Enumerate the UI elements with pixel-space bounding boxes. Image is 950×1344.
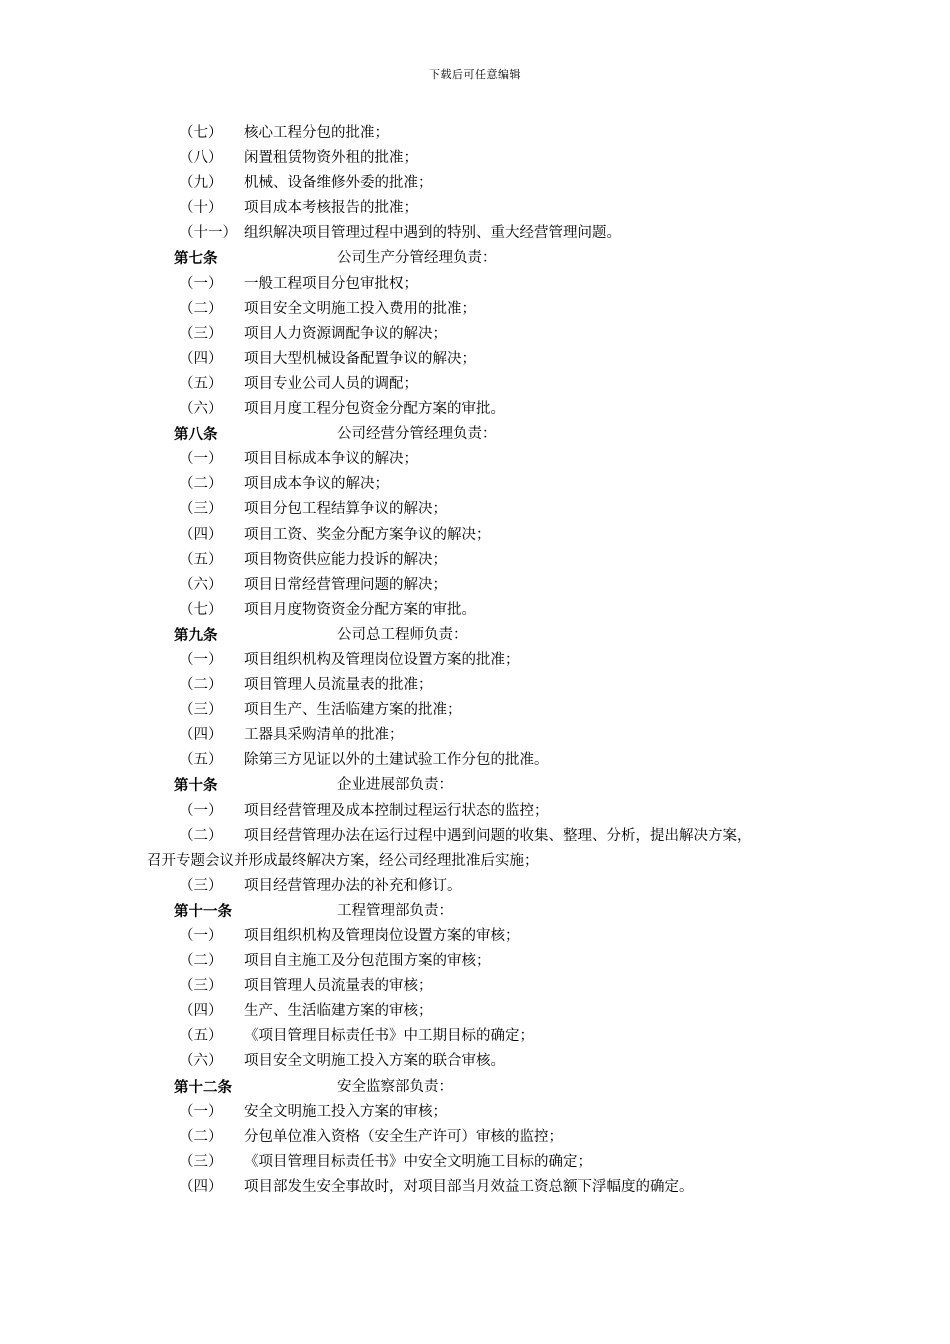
list-item <box>0 874 950 899</box>
list-item <box>0 648 950 673</box>
item-text: 项目成本争议的解决； <box>244 476 389 493</box>
item-number: （五） <box>179 752 223 769</box>
item-number: （五） <box>179 1028 223 1045</box>
item-text: 项目物资供应能力投诉的解决； <box>244 551 447 568</box>
article-heading-line <box>0 623 950 648</box>
article-number: 第七条 <box>174 250 218 268</box>
item-text: 项目经营管理办法在运行过程中遇到问题的收集、整理、分析，提出解决方案， <box>244 827 752 844</box>
item-text: 项目月度物资资金分配方案的审批。 <box>244 601 476 618</box>
item-text: 项目组织机构及管理岗位设置方案的批准； <box>244 651 520 668</box>
item-text: 项目安全文明施工投入方案的联合审核。 <box>244 1053 505 1070</box>
item-text: 生产、生活临建方案的审核； <box>244 1003 433 1020</box>
list-item <box>0 1049 950 1074</box>
item-number: （九） <box>179 175 223 192</box>
item-number: （十一） <box>179 225 237 242</box>
article-title: 公司生产分管经理负责： <box>337 250 497 267</box>
item-number: （六） <box>179 576 223 593</box>
item-text: 项目生产、生活临建方案的批准； <box>244 702 462 719</box>
article-title: 公司经营分管经理负责： <box>337 426 497 443</box>
article-title: 工程管理部负责： <box>337 902 453 919</box>
item-text: 召开专题会议并形成最终解决方案，经公司经理批准后实施； <box>147 852 539 869</box>
item-text: 项目安全文明施工投入费用的批准； <box>244 300 476 317</box>
list-item <box>0 1100 950 1125</box>
item-text: 《项目管理目标责任书》中工期目标的确定； <box>244 1028 534 1045</box>
list-item <box>0 397 950 422</box>
list-item <box>0 799 950 824</box>
item-number: （十） <box>179 200 223 217</box>
list-item <box>0 598 950 623</box>
item-number: （四） <box>179 350 223 367</box>
list-item <box>0 447 950 472</box>
item-text: 组织解决项目管理过程中遇到的特别、重大经营管理问题。 <box>244 225 621 242</box>
document-body <box>0 121 950 1200</box>
item-number: （二） <box>179 953 223 970</box>
article-number: 第十条 <box>174 777 218 795</box>
list-item <box>0 1150 950 1175</box>
list-item <box>0 748 950 773</box>
item-text: 项目日常经营管理问题的解决； <box>244 576 447 593</box>
item-text: 分包单位准入资格（安全生产许可）审核的监控； <box>244 1128 563 1145</box>
item-text: 项目自主施工及分包范围方案的审核； <box>244 953 491 970</box>
item-number: （四） <box>179 727 223 744</box>
item-text: 项目人力资源调配争议的解决； <box>244 325 447 342</box>
item-number: （一） <box>179 275 223 292</box>
item-text: 项目工资、奖金分配方案争议的解决； <box>244 526 491 543</box>
item-number: （七） <box>179 125 223 141</box>
item-text: 项目大型机械设备配置争议的解决； <box>244 350 476 367</box>
item-number: （五） <box>179 375 223 392</box>
item-number: （一） <box>179 1103 223 1120</box>
item-number: （四） <box>179 1003 223 1020</box>
list-item <box>0 698 950 723</box>
item-number: （一） <box>179 802 223 819</box>
item-text: 项目专业公司人员的调配； <box>244 375 418 392</box>
list-item <box>0 472 950 497</box>
article-heading-line <box>0 773 950 798</box>
item-number: （六） <box>179 401 223 418</box>
item-number: （三） <box>179 702 223 719</box>
list-item <box>0 196 950 221</box>
item-number: （八） <box>179 150 223 167</box>
list-item <box>0 272 950 297</box>
list-item <box>0 824 950 849</box>
list-item <box>0 974 950 999</box>
item-text: 项目管理人员流量表的审核； <box>244 978 433 995</box>
item-number: （一） <box>179 928 223 944</box>
item-number: （三） <box>179 325 223 342</box>
item-number: （四） <box>179 526 223 543</box>
item-number: （一） <box>179 451 223 468</box>
article-heading-line <box>0 1075 950 1100</box>
list-item <box>0 347 950 372</box>
list-item <box>0 297 950 322</box>
item-text: 项目目标成本争议的解决； <box>244 451 418 468</box>
page-header: 下载后可任意编辑 <box>429 68 521 81</box>
item-number: （七） <box>179 601 223 618</box>
list-item <box>0 999 950 1024</box>
article-heading-line <box>0 899 950 924</box>
item-number: （三） <box>179 877 223 894</box>
list-item <box>0 1175 950 1200</box>
list-item <box>0 322 950 347</box>
item-text: 一般工程项目分包审批权； <box>244 275 418 292</box>
item-number: （二） <box>179 300 223 317</box>
item-text: 项目经营管理办法的补充和修订。 <box>244 877 462 894</box>
article-heading-line <box>0 246 950 271</box>
list-item <box>0 523 950 548</box>
item-number: （五） <box>179 551 223 568</box>
article-number: 第十二条 <box>174 1078 232 1096</box>
item-text: 项目分包工程结算争议的解决； <box>244 501 447 518</box>
item-number: （二） <box>179 1128 223 1145</box>
item-text: 机械、设备维修外委的批准； <box>244 175 433 192</box>
item-text: 安全文明施工投入方案的审核； <box>244 1103 447 1120</box>
item-number: （六） <box>179 1053 223 1070</box>
item-number: （四） <box>179 1178 223 1195</box>
list-item <box>0 1125 950 1150</box>
item-text: 项目组织机构及管理岗位设置方案的审核； <box>244 928 520 944</box>
article-heading-line <box>0 422 950 447</box>
list-item <box>0 723 950 748</box>
item-number: （三） <box>179 1153 223 1170</box>
item-number: （三） <box>179 501 223 518</box>
list-item <box>0 121 950 146</box>
article-number: 第九条 <box>174 626 218 644</box>
list-item <box>0 949 950 974</box>
item-text: 《项目管理目标责任书》中安全文明施工目标的确定； <box>244 1153 592 1170</box>
item-text: 项目月度工程分包资金分配方案的审批。 <box>244 401 505 418</box>
item-text: 项目部发生安全事故时，对项目部当月效益工资总额下浮幅度的确定。 <box>244 1178 694 1195</box>
item-number: （一） <box>179 651 223 668</box>
item-number: （二） <box>179 476 223 493</box>
list-item <box>0 673 950 698</box>
item-number: （三） <box>179 978 223 995</box>
item-text: 项目经营管理及成本控制过程运行状态的监控； <box>244 802 549 819</box>
article-number: 第十一条 <box>174 902 232 920</box>
list-item <box>0 171 950 196</box>
list-item <box>0 548 950 573</box>
item-text: 项目成本考核报告的批准； <box>244 200 418 217</box>
list-item <box>0 146 950 171</box>
item-text: 闲置租赁物资外租的批准； <box>244 150 418 167</box>
list-item <box>0 372 950 397</box>
item-text: 工器具采购清单的批准； <box>244 727 404 744</box>
article-title: 公司总工程师负责： <box>337 626 468 643</box>
article-number: 第八条 <box>174 426 218 444</box>
list-item <box>0 1024 950 1049</box>
item-number: （二） <box>179 677 223 694</box>
article-title: 安全监察部负责： <box>337 1078 453 1095</box>
list-item <box>0 573 950 598</box>
list-item <box>0 221 950 246</box>
item-number: （二） <box>179 827 223 844</box>
item-text: 核心工程分包的批准； <box>244 125 389 141</box>
item-text: 除第三方见证以外的土建试验工作分包的批准。 <box>244 752 549 769</box>
item-text: 项目管理人员流量表的批准； <box>244 677 433 694</box>
article-title: 企业进展部负责： <box>337 777 453 794</box>
continuation-line <box>0 849 950 874</box>
list-item <box>0 924 950 949</box>
list-item <box>0 497 950 522</box>
